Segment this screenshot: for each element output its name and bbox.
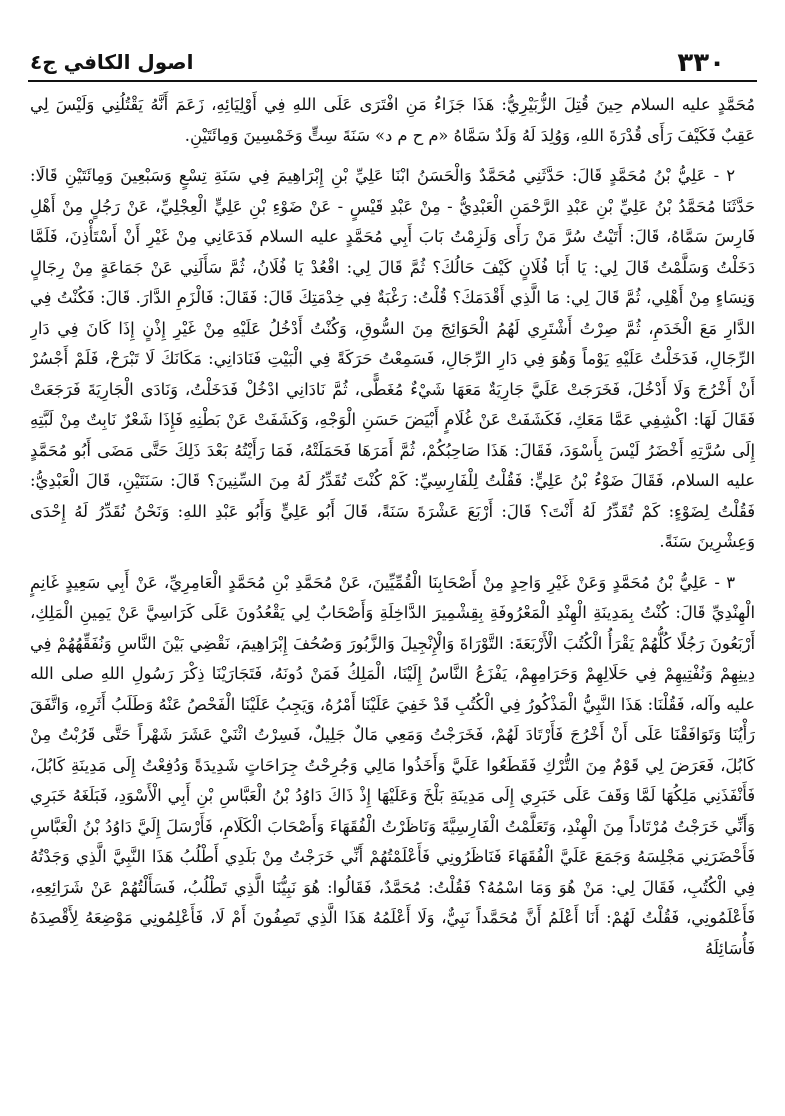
hadith-3-paragraph: ٣ - عَلِيُّ بْنُ مُحَمَّدٍ وَعَنْ غَيْرِ وَاحِدٍ مِنْ أَصْحَابِنَا الْقُمِّيِّينَ، عَنْ مُحَمَّدِ بْنِ مُحَمَّدٍ الْعَامِرِيِّ، عَنْ أَبِي سَعِيدٍ غَانِمٍ الْهِنْدِيِّ قَالَ: كُنْتُ بِمَدِينَةِ الْهِنْدِ الْمَعْرُوفَةِ بِقِشْمِيرَ الدَّاخِلَةِ وَأَصْحَابٌ لِي يَقْعُدُونَ عَلَى كَرَاسِيَّ عَنْ يَمِينِ الْمَلِكِ، أَرْبَعُونَ رَجُلًا كُلُّهُمْ يَقْرَأُ الْكُتُبَ الْأَرْبَعَةَ: التَّوْرَاةَ وَالْإِنْجِيلَ وَالزَّبُورَ وَصُحُفَ إِبْرَاهِيمَ، نَقْضِي بَيْنَ النَّاسِ وَنُفَقِّهُهُمْ فِي دِينِهِمْ وَنُفْتِيهِمْ فِي حَلَالِهِمْ وَحَرَامِهِمْ، يَفْزَعُ النَّاسُ إِلَيْنَا، الْمَلِكُ فَمَنْ دُونَهُ، فَتَجَارَيْنَا ذِكْرَ رَسُولِ اللهِ صلى الله عليه وآله، فَقُلْنَا: هَذَا النَّبِيُّ الْمَذْكُورُ فِي الْكُتُبِ قَدْ خَفِيَ عَلَيْنَا أَمْرُهُ، وَيَجِبُ عَلَيْنَا الْفَحْصُ عَنْهُ وَطَلَبُ أَثَرِهِ، وَاتَّفَقَ رَأْيُنَا وَتَوَافَقْنَا عَلَى أَنْ أَخْرُجَ فَأَرْتَادَ لَهُمْ، فَخَرَجْتُ وَمَعِي مَالٌ جَلِيلٌ، فَسِرْتُ اثْنَيْ عَشَرَ شَهْراً حَتَّى قَرُبْتُ مِنْ كَابُلَ، فَعَرَضَ لِي قَوْمٌ مِنَ التُّرْكِ فَقَطَعُوا عَلَيَّ وَأَخَذُوا مَالِي وَجُرِحْتُ جِرَاحَاتٍ شَدِيدَةً وَدُفِعْتُ إِلَى مَدِينَةِ كَابُلَ، فَأَنْفَذَنِي مَلِكُهَا لَمَّا وَقَفَ عَلَى خَبَرِي إِلَى مَدِينَةِ بَلْخَ وَعَلَيْهَا إِذْ ذَاكَ دَاوُدُ بْنُ الْعَبَّاسِ بْنِ أَبِي الْأَسْوَدِ، فَبَلَغَهُ خَبَرِي وَأَنِّي خَرَجْتُ مُرْتَاداً مِنَ الْهِنْدِ، وَتَعَلَّمْتُ الْفَارِسِيَّةَ وَنَاظَرْتُ الْفُقَهَاءَ وَأَصْحَابَ الْكَلَامِ، فَأَرْسَلَ إِلَيَّ دَاوُدُ بْنُ الْعَبَّاسِ فَأَحْضَرَنِي مَجْلِسَهُ وَجَمَعَ عَلَيَّ الْفُقَهَاءَ فَنَاظَرُونِي فَأَعْلَمْتُهُمْ أَنِّي خَرَجْتُ مِنْ بَلَدِي أَطْلُبُ هَذَا النَّبِيَّ الَّذِي وَجَدْتُهُ فِي الْكُتُبِ، فَقَالَ لِي: مَنْ هُوَ وَمَا اسْمُهُ؟ فَقُلْتُ: مُحَمَّدٌ، فَقَالُوا: هُوَ نَبِيُّنَا الَّذِي تَطْلُبُ، فَسَأَلْتُهُمْ عَنْ شَرَائِعِهِ، فَأَعْلَمُونِي، فَقُلْتُ لَهُمْ: أَنَا أَعْلَمُ أَنَّ مُحَمَّداً نَبِيٌّ، وَلَا أَعْلَمُهُ هَذَا الَّذِي تَصِفُونَ أَمْ لَا، فَأَعْلِمُونِي مَوْضِعَهُ لِأَقْصِدَهُ فَأُسَائِلَهُ	[30, 572, 755, 958]
book-title: اصول الكافي ج٤	[30, 50, 194, 74]
page-header	[30, 30, 755, 80]
header-rule	[28, 80, 757, 82]
page-body	[30, 90, 755, 1110]
continuation-paragraph: مُحَمَّدٍ عليه السلام حِينَ قُتِلَ الزُّبَيْرِيُّ: هَذَا جَزَاءُ مَنِ افْتَرَى عَلَى اللهِ فِي أَوْلِيَائِهِ، زَعَمَ أَنَّهُ يَقْتُلُنِي وَلَيْسَ لِي عَقِبٌ فَكَيْفَ رَأَى قُدْرَةَ اللهِ، وَوُلِدَ لَهُ وَلَدٌ سَمَّاهُ «م ح م د» سَنَةَ سِتٍّ وَخَمْسِينَ وَمِائَتَيْنِ.	[30, 95, 755, 145]
hadith-2-paragraph: ٢ - عَلِيُّ بْنُ مُحَمَّدٍ قَالَ: حَدَّثَنِي مُحَمَّدٌ وَالْحَسَنُ ابْنَا عَلِيِّ بْنِ إِبْرَاهِيمَ فِي سَنَةِ تِسْعٍ وَسَبْعِينَ وَمِائَتَيْنِ قَالَا: حَدَّثَنَا مُحَمَّدُ بْنُ عَلِيِّ بْنِ عَبْدِ الرَّحْمَنِ الْعَبْدِيُّ - مِنْ عَبْدِ قَيْسٍ - عَنْ ضَوْءِ بْنِ عَلِيٍّ الْعِجْلِيِّ، عَنْ رَجُلٍ مِنْ أَهْلِ فَارِسَ سَمَّاهُ، قَالَ: أَتَيْتُ سُرَّ مَنْ رَأَى وَلَزِمْتُ بَابَ أَبِي مُحَمَّدٍ عليه السلام فَدَعَانِي مِنْ غَيْرِ أَنْ أَسْتَأْذِنَ، فَلَمَّا دَخَلْتُ وَسَلَّمْتُ قَالَ لِي: يَا أَبَا فُلَانٍ كَيْفَ حَالُكَ؟ ثُمَّ قَالَ لِي: اقْعُدْ يَا فُلَانُ، ثُمَّ سَأَلَنِي عَنْ جَمَاعَةٍ مِنْ رِجَالٍ وَنِسَاءٍ مِنْ أَهْلِي، ثُمَّ قَالَ لِي: مَا الَّذِي أَقْدَمَكَ؟ قُلْتُ: رَغْبَةٌ فِي خِدْمَتِكَ قَالَ: فَقَالَ: فَالْزَمِ الدَّارَ. قَالَ: فَكُنْتُ فِي الدَّارِ مَعَ الْخَدَمِ، ثُمَّ صِرْتُ أَشْتَرِي لَهُمُ الْحَوَائِجَ مِنَ السُّوقِ، وَكُنْتُ أَدْخُلُ عَلَيْهِ مِنْ غَيْرِ إِذْنٍ إِذَا كَانَ فِي دَارِ الرِّجَالِ، فَدَخَلْتُ عَلَيْهِ يَوْماً وَهُوَ فِي دَارِ الرِّجَالِ، فَسَمِعْتُ حَرَكَةً فِي الْبَيْتِ فَنَادَانِي: مَكَانَكَ لَا تَبْرَحْ، فَلَمْ أَجْسُرْ أَنْ أَخْرُجَ وَلَا أَدْخُلَ، فَخَرَجَتْ عَلَيَّ جَارِيَةٌ مَعَهَا شَيْءٌ مُغَطًّى، ثُمَّ نَادَانِي ادْخُلْ فَدَخَلْتُ، وَنَادَى الْجَارِيَةَ فَرَجَعَتْ فَقَالَ لَهَا: اكْشِفِي عَمَّا مَعَكِ، فَكَشَفَتْ عَنْ غُلَامٍ أَبْيَضَ حَسَنِ الْوَجْهِ، وَكَشَفَتْ عَنْ بَطْنِهِ فَإِذَا شَعْرٌ نَابِتٌ مِنْ لَبَّتِهِ إِلَى سُرَّتِهِ أَخْضَرُ لَيْسَ بِأَسْوَدَ، فَقَالَ: هَذَا صَاحِبُكُمْ، ثُمَّ أَمَرَهَا فَحَمَلَتْهُ، فَمَا رَأَيْتُهُ بَعْدَ ذَلِكَ حَتَّى مَضَى أَبُو مُحَمَّدٍ عليه السلام، فَقَالَ ضَوْءُ بْنُ عَلِيٍّ: فَقُلْتُ لِلْفَارِسِيِّ: كَمْ كُنْتَ تُقَدِّرُ لَهُ مِنَ السِّنِينَ؟ قَالَ: سَنَتَيْنِ، قَالَ الْعَبْدِيُّ: فَقُلْتُ لِضَوْءٍ: كَمْ تُقَدِّرُ لَهُ أَنْتَ؟ قَالَ: أَرْبَعَ عَشْرَةَ سَنَةً، قَالَ أَبُو عَلِيٍّ وَأَبُو عَبْدِ اللهِ: وَنَحْنُ نُقَدِّرُ لَهُ إِحْدَى وَعِشْرِينَ سَنَةً.	[30, 166, 755, 551]
page-number: ٣٣٠	[677, 48, 725, 78]
